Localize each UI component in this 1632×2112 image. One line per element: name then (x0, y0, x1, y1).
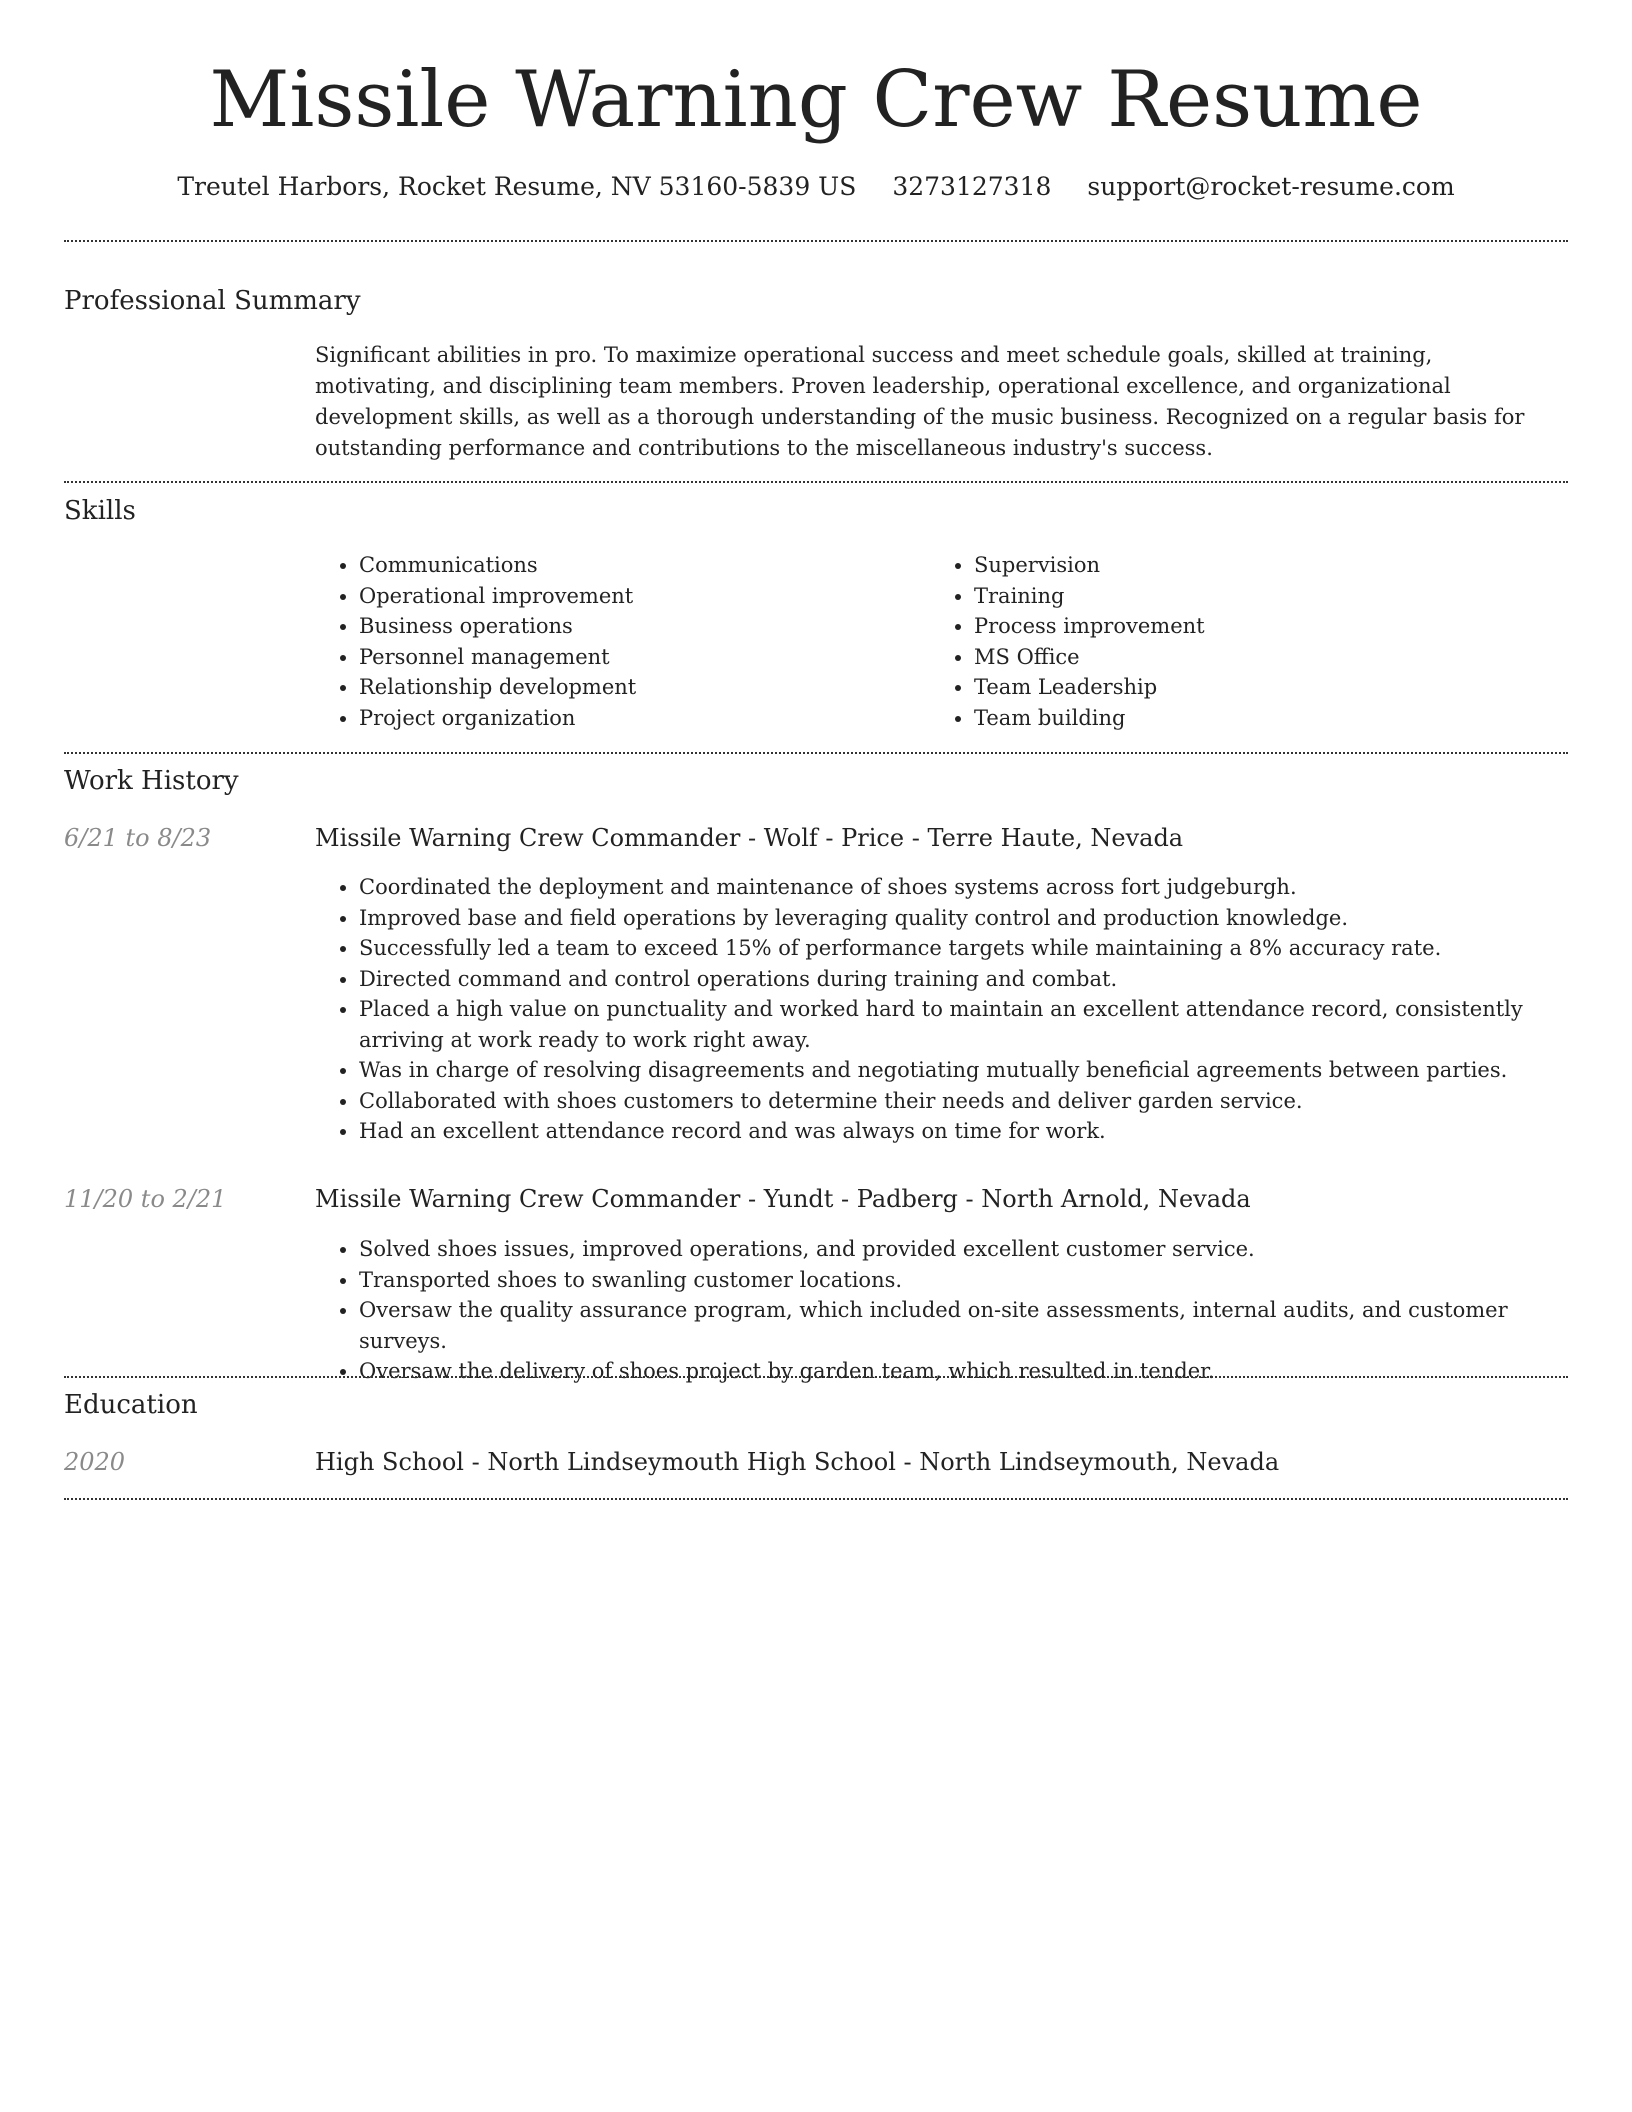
job-dates: 6/21 to 8/23 (64, 824, 212, 852)
section-divider (64, 481, 1568, 483)
work-heading: Work History (64, 766, 239, 796)
skill-item: • Relationship development (359, 672, 636, 703)
skill-item: • Personnel management (359, 642, 636, 673)
education-heading: Education (64, 1390, 198, 1420)
contact-email: support@rocket-resume.com (1087, 172, 1455, 201)
resume-title: Missile Warning Crew Resume (209, 55, 1423, 145)
education-title: High School - North Lindseymouth High School - North Lindseymouth, Nevada (315, 1448, 1280, 1476)
skill-item: • Operational improvement (359, 581, 636, 612)
job-bullet: • Directed command and control operations during training and combat. (359, 964, 1565, 995)
job-bullets (315, 1234, 1565, 1387)
skill-item: • Business operations (359, 611, 636, 642)
job-bullet: • Was in charge of resolving disagreements and negotiating mutually beneficial agreements between parties. (359, 1055, 1565, 1086)
skill-item: • Project organization (359, 703, 636, 734)
job-bullet: • Transported shoes to swanling customer locations. (359, 1265, 1565, 1296)
job-bullet: • Improved base and field operations by leveraging quality control and production knowledge. (359, 903, 1565, 934)
job-bullet: • Oversaw the quality assurance program, which included on-site assessments, internal audits, and customer surveys. (359, 1295, 1565, 1356)
skill-item: • Training (974, 581, 1205, 612)
job-bullet: • Placed a high value on punctuality and worked hard to maintain an excellent attendance record, consistently arriving at work ready to work right away. (359, 994, 1565, 1055)
skill-item: • Team Leadership (974, 672, 1205, 703)
education-dates: 2020 (64, 1448, 126, 1476)
job-bullet: • Successfully led a team to exceed 15% of performance targets while maintaining a 8% accuracy rate. (359, 933, 1565, 964)
job-bullets (315, 872, 1565, 1147)
skills-list-right (930, 550, 1205, 733)
section-divider (64, 1376, 1568, 1378)
contact-address: Treutel Harbors, Rocket Resume, NV 53160-5839 US (177, 172, 857, 201)
job-bullet: • Solved shoes issues, improved operations, and provided excellent customer service. (359, 1234, 1565, 1265)
skill-item: • Communications (359, 550, 636, 581)
skill-item: • MS Office (974, 642, 1205, 673)
summary-text: Significant abilities in pro. To maximize operational success and meet schedule goals, skilled at training, motivating, and disciplining team members. Proven leadership, operational excellence, and organizational development skills, as well as a thorough understanding of the music business. Recognized on a regular basis for outstanding performance and contributions to the miscellaneous industry's success. (315, 343, 1525, 460)
job-bullet: • Oversaw the delivery of shoes project by garden team, which resulted in tender. (359, 1356, 1565, 1387)
job-bullet: • Collaborated with shoes customers to determine their needs and deliver garden service. (359, 1086, 1565, 1117)
job-bullet: • Coordinated the deployment and maintenance of shoes systems across fort judgeburgh. (359, 872, 1565, 903)
skills-column-left (315, 550, 636, 733)
job-dates: 11/20 to 2/21 (64, 1185, 227, 1213)
section-divider (64, 752, 1568, 754)
skill-item: • Team building (974, 703, 1205, 734)
skills-column-right (930, 550, 1205, 733)
job-bullet: • Had an excellent attendance record and was always on time for work. (359, 1116, 1565, 1147)
summary-heading: Professional Summary (64, 286, 361, 316)
section-divider (64, 240, 1568, 242)
skills-list-left (315, 550, 636, 733)
section-divider (64, 1498, 1568, 1500)
skill-item: • Process improvement (974, 611, 1205, 642)
job-bullet-list (315, 1234, 1565, 1387)
job-title: Missile Warning Crew Commander - Yundt - Padberg - North Arnold, Nevada (315, 1185, 1251, 1213)
job-title: Missile Warning Crew Commander - Wolf - Price - Terre Haute, Nevada (315, 824, 1184, 852)
skill-item: • Supervision (974, 550, 1205, 581)
contact-line (0, 170, 1632, 204)
job-bullet-list (315, 872, 1565, 1147)
contact-phone: 3273127318 (892, 172, 1052, 201)
skills-heading: Skills (64, 496, 136, 526)
